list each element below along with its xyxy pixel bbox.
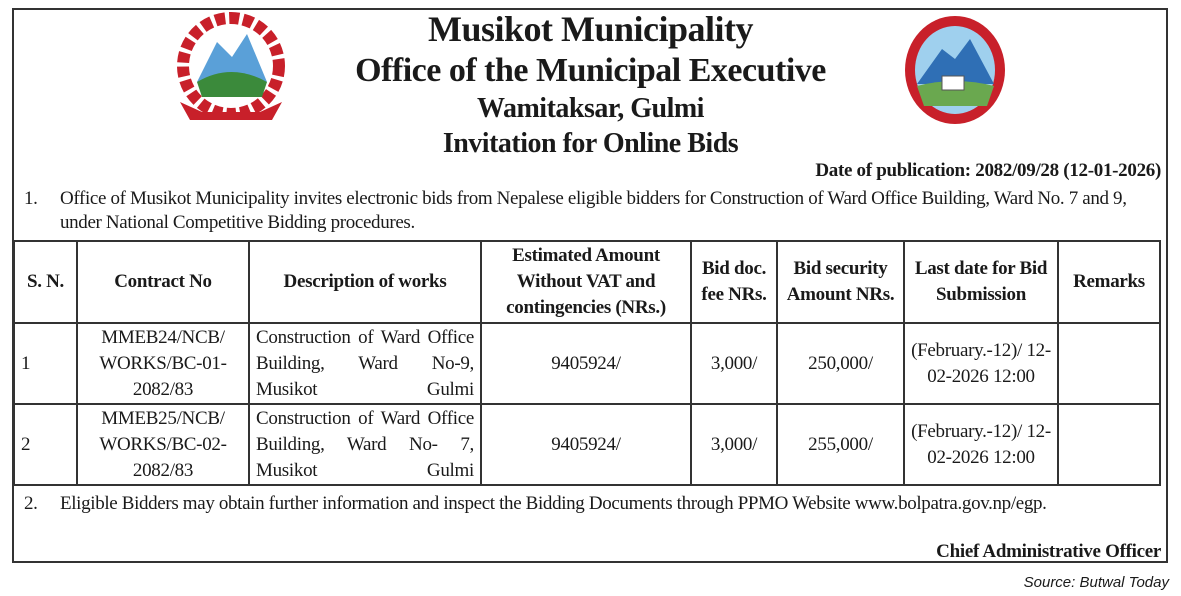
cell-security: 250,000/ [777, 323, 904, 404]
paragraph-text: Eligible Bidders may obtain further information and inspect the Bidding Documents through PPMO Website www.bolpatra.gov.np/egp. [60, 493, 1047, 514]
cell-sn: 1 [14, 323, 77, 404]
header-bid-fee: Bid doc. fee NRs. [691, 241, 777, 323]
header-remarks: Remarks [1058, 241, 1160, 323]
cell-remarks [1058, 323, 1160, 404]
cell-last-date: (February.-12)/ 12-02-2026 12:00 [904, 404, 1058, 485]
table-header-row [14, 241, 1160, 323]
header-last-date: Last date for Bid Submission [904, 241, 1058, 323]
signature: Chief Administrative Officer [936, 541, 1161, 562]
cell-fee: 3,000/ [691, 404, 777, 485]
paragraph-number: 2. [24, 493, 38, 514]
notice-title: Invitation for Online Bids [442, 128, 739, 159]
cell-sn: 2 [14, 404, 77, 485]
cell-remarks [1058, 404, 1160, 485]
cell-amount: 9405924/ [481, 323, 691, 404]
header-estimated-amount: Estimated Amount Without VAT and contingencies (NRs.) [481, 241, 691, 323]
cell-contract-no: MMEB24/NCB/ WORKS/BC-01-2082/83 [77, 323, 249, 404]
paragraph-2 [24, 492, 1161, 516]
source-credit: Source: Butwal Today [1023, 574, 1169, 591]
municipality-title: Musikot Municipality [427, 9, 754, 49]
header-bid-security: Bid security Amount NRs. [777, 241, 904, 323]
location: Wamitaksar, Gulmi [477, 93, 704, 124]
cell-amount: 9405924/ [481, 404, 691, 485]
publication-date: Date of publication: 2082/09/28 (12-01-2026) [815, 160, 1161, 181]
bids-table [13, 240, 1161, 486]
table-row [14, 404, 1160, 485]
paragraph-text: Office of Musikot Municipality invites electronic bids from Nepalese eligible bidders for Construction of Ward Office Building, Ward No. 7 and 9, under National Competitive Bidding procedures. [60, 188, 1127, 233]
cell-security: 255,000/ [777, 404, 904, 485]
cell-fee: 3,000/ [691, 323, 777, 404]
cell-description: Construction of Ward Office Building, Ward No-9, Musikot Gulmi [249, 323, 481, 404]
header-contract-no: Contract No [77, 241, 249, 323]
cell-last-date: (February.-12)/ 12-02-2026 12:00 [904, 323, 1058, 404]
office-title: Office of the Municipal Executive [355, 52, 826, 89]
header-description: Description of works [249, 241, 481, 323]
paragraph-1 [24, 187, 1161, 235]
cell-description: Construction of Ward Office Building, Ward No- 7, Musikot Gulmi [249, 404, 481, 485]
paragraph-number: 1. [24, 188, 38, 209]
table-row [14, 323, 1160, 404]
cell-contract-no: MMEB25/NCB/ WORKS/BC-02-2082/83 [77, 404, 249, 485]
header-sn: S. N. [14, 241, 77, 323]
